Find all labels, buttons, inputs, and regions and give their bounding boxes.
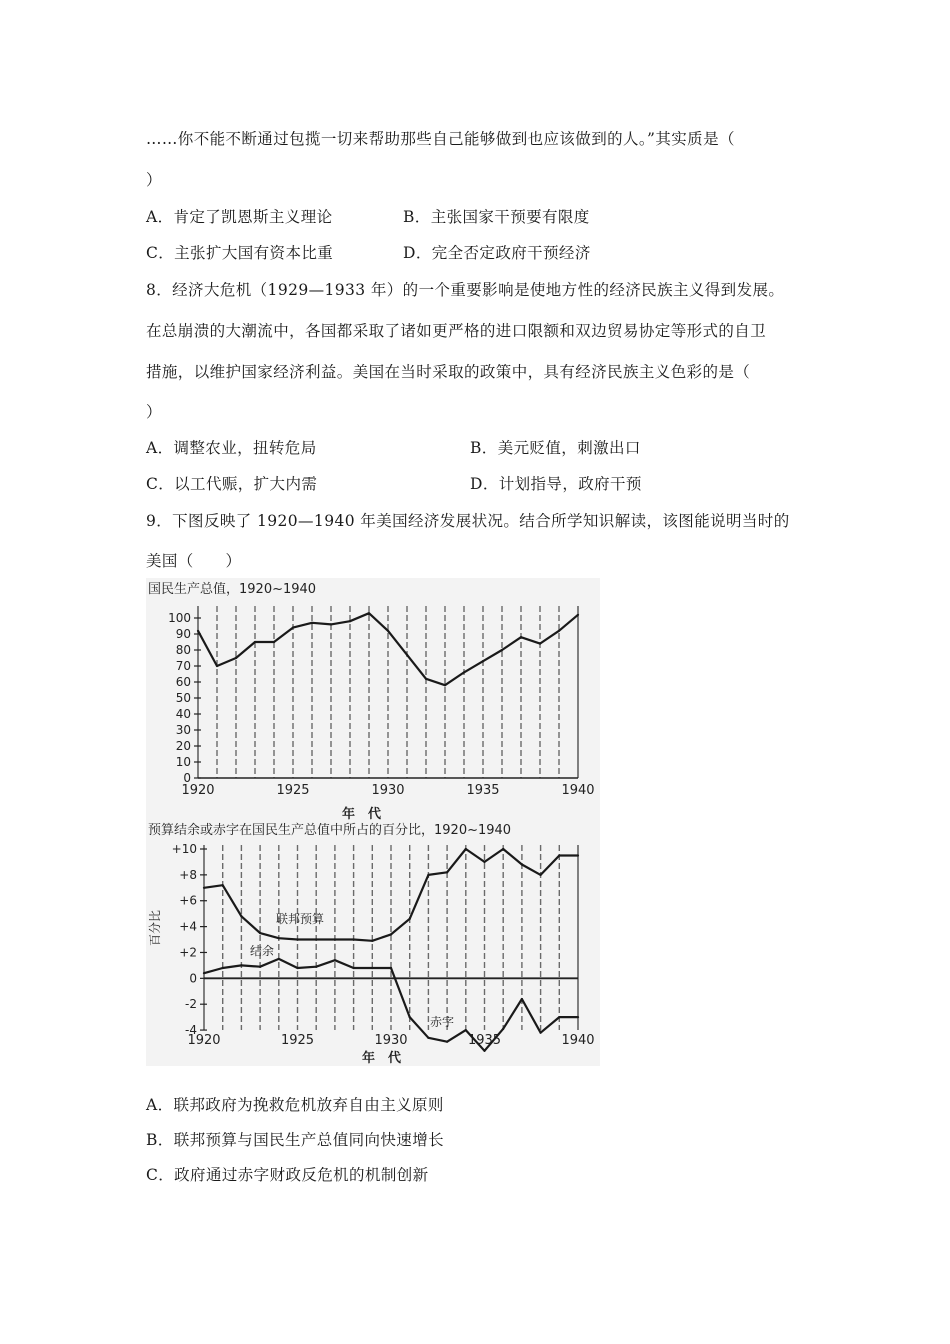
y-tick-label: 100: [168, 611, 191, 625]
q7-option-c: C．主张扩大国有资本比重: [146, 244, 334, 262]
data-point: [577, 1016, 579, 1018]
q7-option-d: D．完全否定政府干预经济: [403, 244, 591, 262]
x-tick-label: 1940: [561, 783, 595, 798]
q9-option-b: B．联邦预算与国民生产总值同向快速增长: [146, 1131, 444, 1149]
x-tick-label: 1935: [466, 783, 500, 798]
q9-option-a: A．联邦政府为挽救危机放弃自由主义原则: [146, 1096, 444, 1114]
data-point: [296, 938, 298, 940]
q8-stem-line3: 措施，以维护国家经济利益。美国在当时采取的政策中，具有经济民族主义色彩的是（: [146, 363, 751, 381]
data-point: [353, 938, 355, 940]
q7-option-b: B．主张国家干预要有限度: [403, 208, 590, 226]
data-point: [296, 967, 298, 969]
data-point: [315, 966, 317, 968]
data-point: [502, 1028, 504, 1030]
data-point: [222, 884, 224, 886]
data-point: [315, 938, 317, 940]
y-tick-label: 20: [175, 739, 191, 753]
q9-stem-line2: 美国（ ）: [146, 552, 242, 570]
data-point: [197, 630, 199, 632]
data-point: [371, 940, 373, 942]
data-point: [292, 627, 294, 629]
data-point: [216, 665, 218, 667]
chart1-xlabel: 年 代: [342, 807, 382, 822]
data-point: [240, 964, 242, 966]
data-point: [539, 643, 541, 645]
data-point: [558, 854, 560, 856]
data-point: [577, 614, 579, 616]
q8-stem-line4: ）: [146, 403, 162, 421]
annotation-federal-budget: 联邦预算: [276, 912, 325, 926]
data-point: [368, 612, 370, 614]
data-point: [483, 1050, 485, 1052]
data-point: [278, 958, 280, 960]
data-point: [465, 848, 467, 850]
x-tick-label: 1930: [371, 783, 405, 798]
data-point: [406, 654, 408, 656]
data-point: [483, 861, 485, 863]
y-tick-label: 40: [175, 707, 191, 721]
y-tick-label: 10: [175, 755, 191, 769]
chart2-xlabel: 年 代: [362, 1051, 402, 1066]
data-point: [540, 1032, 542, 1034]
chart2-title: 预算结余或赤字在国民生产总值中所占的百分比，1920~1940: [148, 823, 512, 838]
data-point: [235, 657, 237, 659]
data-point: [482, 660, 484, 662]
data-point: [278, 937, 280, 939]
y-tick-label: 50: [175, 691, 191, 705]
data-point: [259, 932, 261, 934]
y-tick-label: 0: [183, 771, 191, 785]
y-tick-label: 70: [175, 659, 191, 673]
y-tick-label: -4: [185, 1023, 197, 1038]
x-tick-label: 1930: [374, 1033, 408, 1048]
data-point: [409, 918, 411, 920]
q8-option-b: B．美元贬值，刺激出口: [470, 439, 641, 457]
data-point: [444, 684, 446, 686]
chart1-title: 国民生产总值，1920~1940: [148, 582, 317, 597]
q9-figure: [146, 578, 600, 1066]
data-point: [521, 863, 523, 865]
y-tick-label: +8: [179, 867, 197, 882]
annotation-deficit: 赤字: [430, 1015, 455, 1029]
y-tick-label: -2: [185, 997, 197, 1012]
data-point: [577, 854, 579, 856]
y-tick-label: 60: [175, 675, 191, 689]
y-tick-label: +2: [179, 945, 197, 960]
data-point: [334, 959, 336, 961]
y-tick-label: +10: [171, 842, 197, 856]
data-point: [311, 622, 313, 624]
q8-option-a: A．调整农业，扭转危局: [146, 439, 317, 457]
data-point: [463, 671, 465, 673]
q7-option-a: A．肯定了凯恩斯主义理论: [146, 208, 333, 226]
data-point: [427, 874, 429, 876]
y-tick-label: 80: [175, 643, 191, 657]
data-point: [427, 1037, 429, 1039]
x-tick-label: 1920: [187, 1033, 221, 1048]
q8-stem-line2: 在总崩溃的大潮流中，各国都采取了诸如更严格的进口限额和双边贸易协定等形式的自卫: [146, 322, 767, 340]
data-point: [349, 620, 351, 622]
x-tick-label: 1925: [280, 1033, 315, 1048]
data-point: [465, 1029, 467, 1031]
y-tick-label: +6: [179, 893, 197, 908]
y-tick-label: 90: [175, 627, 191, 641]
data-point: [273, 641, 275, 643]
data-point: [371, 967, 373, 969]
y-tick-label: 30: [175, 723, 191, 737]
annotation-surplus: 结余: [250, 944, 275, 958]
data-point: [334, 938, 336, 940]
data-point: [387, 630, 389, 632]
data-point: [502, 848, 504, 850]
x-tick-label: 1920: [181, 783, 215, 798]
data-point: [446, 871, 448, 873]
data-point: [390, 967, 392, 969]
data-point: [390, 933, 392, 935]
y-tick-label: +4: [179, 919, 197, 934]
data-point: [330, 623, 332, 625]
x-tick-label: 1935: [467, 1033, 502, 1048]
data-point: [254, 641, 256, 643]
q9-charts-svg: [146, 578, 600, 1066]
y-tick-label: 0: [189, 971, 197, 986]
data-point: [558, 1016, 560, 1018]
data-point: [425, 678, 427, 680]
data-point: [540, 874, 542, 876]
data-point: [259, 966, 261, 968]
data-point: [520, 636, 522, 638]
q8-option-c: C．以工代赈，扩大内需: [146, 475, 318, 493]
data-point: [446, 1041, 448, 1043]
data-point: [203, 887, 205, 889]
q8-option-d: D．计划指导，政府干预: [470, 475, 642, 493]
data-point: [409, 1016, 411, 1018]
data-point: [240, 915, 242, 917]
chart2-ylabel: 百分比: [148, 909, 162, 946]
data-point: [521, 998, 523, 1000]
data-point: [353, 967, 355, 969]
data-point: [558, 630, 560, 632]
q7-stem-line1: ……你不能不断通过包揽一切来帮助那些自己能够做到也应该做到的人。”其实质是（: [146, 130, 735, 148]
data-point: [501, 649, 503, 651]
q9-option-c: C．政府通过赤字财政反危机的机制创新: [146, 1166, 429, 1184]
x-tick-label: 1940: [561, 1033, 595, 1048]
q8-stem-line1: 8．经济大危机（1929—1933 年）的一个重要影响是使地方性的经济民族主义得到发展。: [146, 281, 785, 299]
data-point: [203, 972, 205, 974]
q9-stem-line1: 9．下图反映了 1920—1940 年美国经济发展状况。结合所学知识解读，该图能说明当时的: [146, 512, 790, 530]
data-point: [222, 967, 224, 969]
q7-stem-line2: ）: [146, 171, 162, 189]
x-tick-label: 1925: [276, 783, 310, 798]
